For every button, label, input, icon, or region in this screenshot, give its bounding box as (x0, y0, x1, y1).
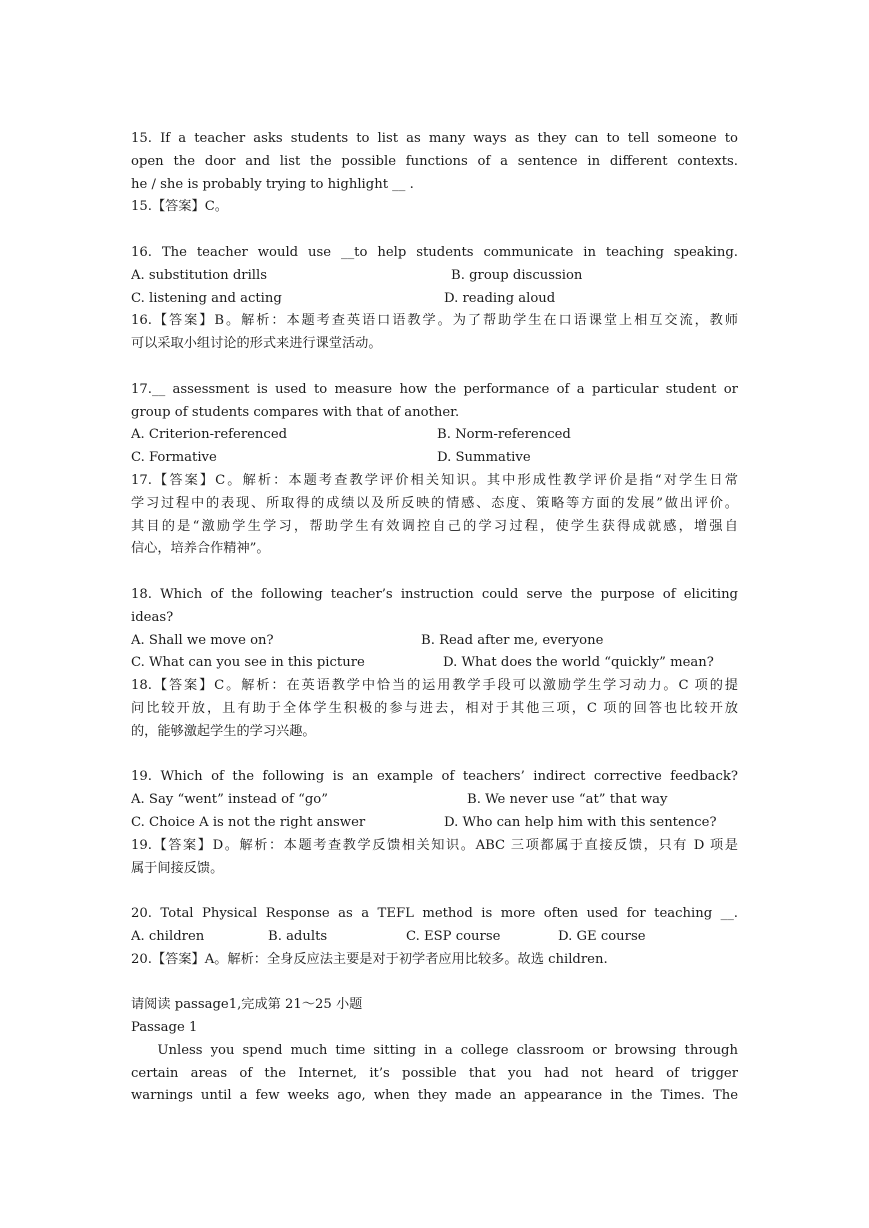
answer-text: 可以采取小组讨论的形式来进行课堂活动。 (131, 336, 382, 352)
reading-passage (131, 994, 738, 1108)
option-a: A. children (131, 928, 205, 944)
option-c: C. Choice A is not the right answer (131, 814, 366, 830)
answer-text: 问比较开放，且有助于全体学生积极的参与进去，相对于其他三项，C 项的回答也比较开放 (131, 700, 738, 716)
document-body (131, 128, 738, 1108)
option-c: C. listening and acting (131, 290, 282, 306)
question-17 (131, 379, 738, 561)
answer-text: 20.【答案】A。解析：全身反应法主要是对于初学者应用比较多。故选 children. (131, 951, 608, 967)
options-row (131, 265, 738, 288)
question-stem: group of students compares with that of another. (131, 404, 460, 420)
question-stem: 17.__ assessment is used to measure how the performance of a particular student or (131, 381, 738, 397)
option-a: A. Criterion-referenced (131, 427, 288, 443)
question-stem: ideas? (131, 609, 174, 625)
option-d: D. Summative (437, 450, 531, 466)
answer-text: 17.【答案】C。解析：本题考查教学评价相关知识。其中形成性教学评价是指“对学生日常 (131, 472, 738, 488)
options-row (131, 652, 738, 675)
passage-instruction: 请阅读 passage1,完成第 21～25 小题 (131, 997, 363, 1013)
option-d: D. GE course (558, 928, 646, 944)
question-stem: 20. Total Physical Response as a TEFL method is more often used for teaching __. (131, 906, 738, 922)
question-stem: 15. If a teacher asks students to list as many ways as they can to tell someone to (131, 131, 738, 146)
answer-text: 属于间接反馈。 (131, 860, 224, 876)
answer-text: 16.【答案】B。解析：本题考查英语口语教学。为了帮助学生在口语课堂上相互交流，教师 (131, 313, 738, 329)
question-stem: open the door and list the possible functions of a sentence in different contexts. (131, 153, 738, 169)
answer-text: 学习过程中的表现、所取得的成绩以及所反映的情感、态度、策略等方面的发展”做出评价。 (131, 495, 738, 511)
question-15 (131, 128, 738, 219)
option-c: C. ESP course (406, 928, 501, 944)
question-stem: 16. The teacher would use __to help students communicate in teaching speaking. (131, 244, 738, 260)
option-b: B. adults (268, 928, 328, 944)
answer-text: 其目的是“激励学生学习，帮助学生有效调控自己的学习过程，使学生获得成就感，增强自 (131, 518, 738, 534)
question-stem: 18. Which of the following teacher’s instruction could serve the purpose of eliciting (131, 586, 738, 602)
question-stem: he / she is probably trying to highlight __ . (131, 176, 414, 192)
option-b: B. Norm-referenced (437, 427, 571, 443)
question-20 (131, 903, 738, 971)
passage-text: warnings until a few weeks ago, when they made an appearance in the Times. The (131, 1088, 738, 1104)
passage-text: Unless you spend much time sitting in a college classroom or browsing through (157, 1042, 738, 1058)
question-19 (131, 766, 738, 880)
answer-text: 15.【答案】C。 (131, 199, 228, 215)
options-row (131, 812, 738, 835)
option-d: D. What does the world “quickly” mean? (443, 655, 714, 671)
question-16 (131, 242, 738, 356)
option-b: B. Read after me, everyone (421, 632, 604, 648)
option-a: A. substitution drills (131, 267, 267, 283)
option-c: C. What can you see in this picture (131, 655, 365, 671)
option-c: C. Formative (131, 450, 217, 466)
option-a: A. Say “went” instead of “go” (131, 792, 328, 808)
options-row (131, 926, 738, 949)
options-row (131, 447, 738, 470)
question-stem: 19. Which of the following is an example of teachers’ indirect corrective feedback? (131, 769, 738, 785)
option-a: A. Shall we move on? (131, 632, 274, 648)
option-b: B. group discussion (451, 267, 583, 283)
options-row (131, 789, 738, 812)
passage-title: Passage 1 (131, 1020, 198, 1036)
answer-text: 的，能够激起学生的学习兴趣。 (131, 723, 316, 739)
options-row (131, 288, 738, 311)
question-18 (131, 584, 738, 744)
answer-text: 19.【答案】D。解析：本题考查教学反馈相关知识。ABC 三项都属于直接反馈，只有 D 项是 (131, 837, 738, 853)
answer-text: 18.【答案】C。解析：在英语教学中恰当的运用教学手段可以激励学生学习动力。C 项的提 (131, 678, 738, 694)
options-row (131, 630, 738, 653)
passage-text: certain areas of the Internet, it’s possible that you had not heard of trigger (131, 1065, 738, 1081)
answer-text: 信心，培养合作精神”。 (131, 541, 270, 557)
option-d: D. reading aloud (444, 290, 556, 306)
option-d: D. Who can help him with this sentence? (444, 814, 717, 830)
option-b: B. We never use “at” that way (467, 792, 668, 808)
options-row (131, 424, 738, 447)
